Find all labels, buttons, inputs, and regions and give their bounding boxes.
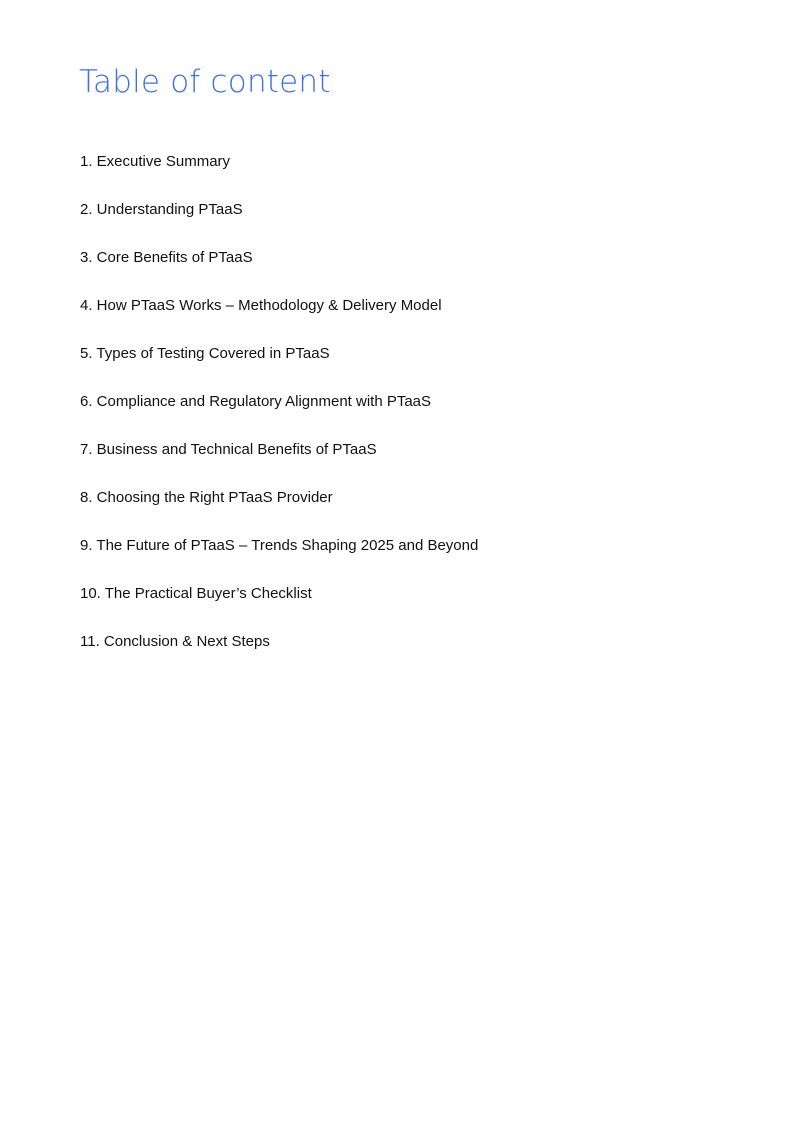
toc-entry-label: 5. Types of Testing Covered in PTaaS — [80, 345, 330, 362]
toc-entry-label: 7. Business and Technical Benefits of PTaaS — [80, 441, 377, 458]
page-title: Table of content — [79, 64, 331, 100]
toc-entry-3 — [80, 244, 478, 292]
toc-entry-4 — [80, 292, 478, 340]
toc-entry-11 — [80, 628, 478, 676]
toc-entry-label: 2. Understanding PTaaS — [80, 201, 243, 218]
table-of-contents-list — [80, 148, 478, 676]
toc-entry-label: 6. Compliance and Regulatory Alignment with PTaaS — [80, 393, 432, 410]
toc-entry-9 — [80, 532, 478, 580]
toc-entry-label: 1. Executive Summary — [80, 153, 231, 170]
toc-entry-2 — [80, 196, 478, 244]
toc-entry-8 — [80, 484, 478, 532]
toc-entry-label: 8. Choosing the Right PTaaS Provider — [80, 489, 333, 506]
toc-entry-6 — [80, 388, 478, 436]
toc-entry-label: 4. How PTaaS Works – Methodology & Delivery Model — [80, 297, 442, 314]
toc-entry-10 — [80, 580, 478, 628]
toc-entry-label: 11. Conclusion & Next Steps — [80, 633, 270, 650]
toc-entry-label: 3. Core Benefits of PTaaS — [80, 249, 253, 266]
toc-entry-label: 9. The Future of PTaaS – Trends Shaping 2025 and Beyond — [80, 537, 479, 554]
toc-entry-5 — [80, 340, 478, 388]
toc-entry-1 — [80, 148, 478, 196]
toc-entry-7 — [80, 436, 478, 484]
toc-entry-label: 10. The Practical Buyer’s Checklist — [80, 585, 312, 602]
